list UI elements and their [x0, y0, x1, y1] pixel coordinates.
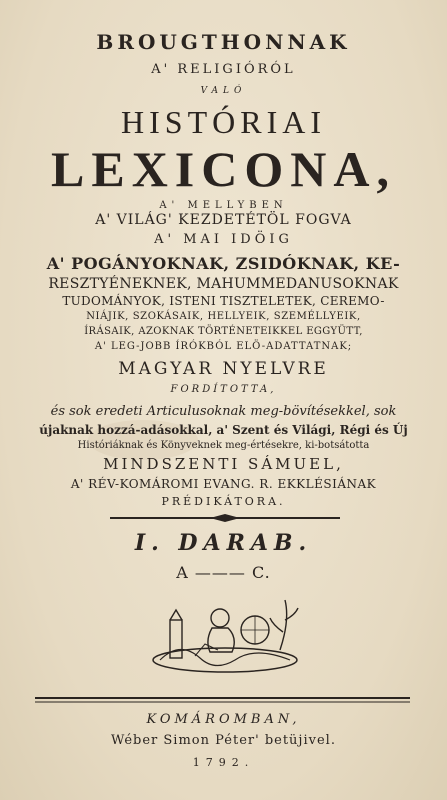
title-line-lexicona: LEXICONA, [51, 141, 396, 197]
translated-line: FORDÍTOTTA, [170, 384, 277, 395]
subtitle-line-mai-idoig: A' MAI IDÖIG [154, 232, 293, 247]
author-role: PRÉDIKÁTORA. [161, 495, 286, 508]
subtitle-line-irasaik: ÍRÁSAIK, AZOKNAK TÖRTÉNETEIKKEL EGGYÜTT, [84, 326, 363, 337]
subtitle-line-niajik: NIÁJIK, SZOKÁSAIK, HELLYEIK, SZEMÉLLYEIK, [86, 311, 361, 322]
subtitle-line-mellyben: A' MELLYBEN [159, 200, 288, 211]
subtitle-line-tudomanyok: TUDOMÁNYOK, ISTENI TISZTELETEK, CEREMO- [62, 294, 385, 308]
subtitle-line-leg-jobb: A' LEG-JOBB ÍRÓKBÓL ELÖ-ADATTATNAK; [94, 341, 353, 352]
subtitle-line-resztyeneknek: RESZTYÉNEKNEK, MAHUMMEDANUSOKNAK [48, 276, 399, 292]
imprint-year: 1792. [192, 756, 255, 769]
title-line-broughton: BROUGTHONNAK [96, 30, 351, 54]
author-church: A' RÉV-KOMÁROMI EVANG. R. EKKLÉSIÁNAK [70, 477, 377, 491]
language-line: MAGYAR NYELVRE [118, 359, 329, 379]
vignette-ornament [140, 580, 310, 680]
decorative-rule-bottom [35, 696, 410, 704]
expansion-line-2: újaknak hozzá-adásokkal, a' Szent és Világi, Régi és Új [39, 423, 408, 437]
author-name: MINDSZENTI SÁMUEL, [103, 455, 344, 473]
expansion-line-3: Históriáknak és Könyveknek meg-értésekre, ki-botsátotta [77, 440, 370, 451]
title-line-religion: A' RELIGIÓRÓL [151, 62, 296, 77]
expansion-line-1: és sok eredeti Articulusoknak meg-bövítésekkel, sok [50, 404, 397, 419]
volume-range: A ——— C. [176, 563, 271, 582]
title-line-valo: VALÓ [200, 86, 247, 96]
imprint-printer: Wéber Simon Péter' betüjivel. [111, 733, 336, 748]
subtitle-line-poganyoknak: A' POGÁNYOKNAK, ZSIDÓKNAK, KE- [46, 254, 401, 273]
volume-label: I. DARAB. [134, 530, 313, 556]
imprint-place: KOMÁROMBAN, [146, 712, 301, 727]
title-line-historiai: HISTÓRIAI [121, 104, 326, 140]
decorative-rule-top [110, 514, 340, 522]
subtitle-line-vilag: A' VILÁG' KEZDETÉTÖL FOGVA [95, 212, 352, 228]
